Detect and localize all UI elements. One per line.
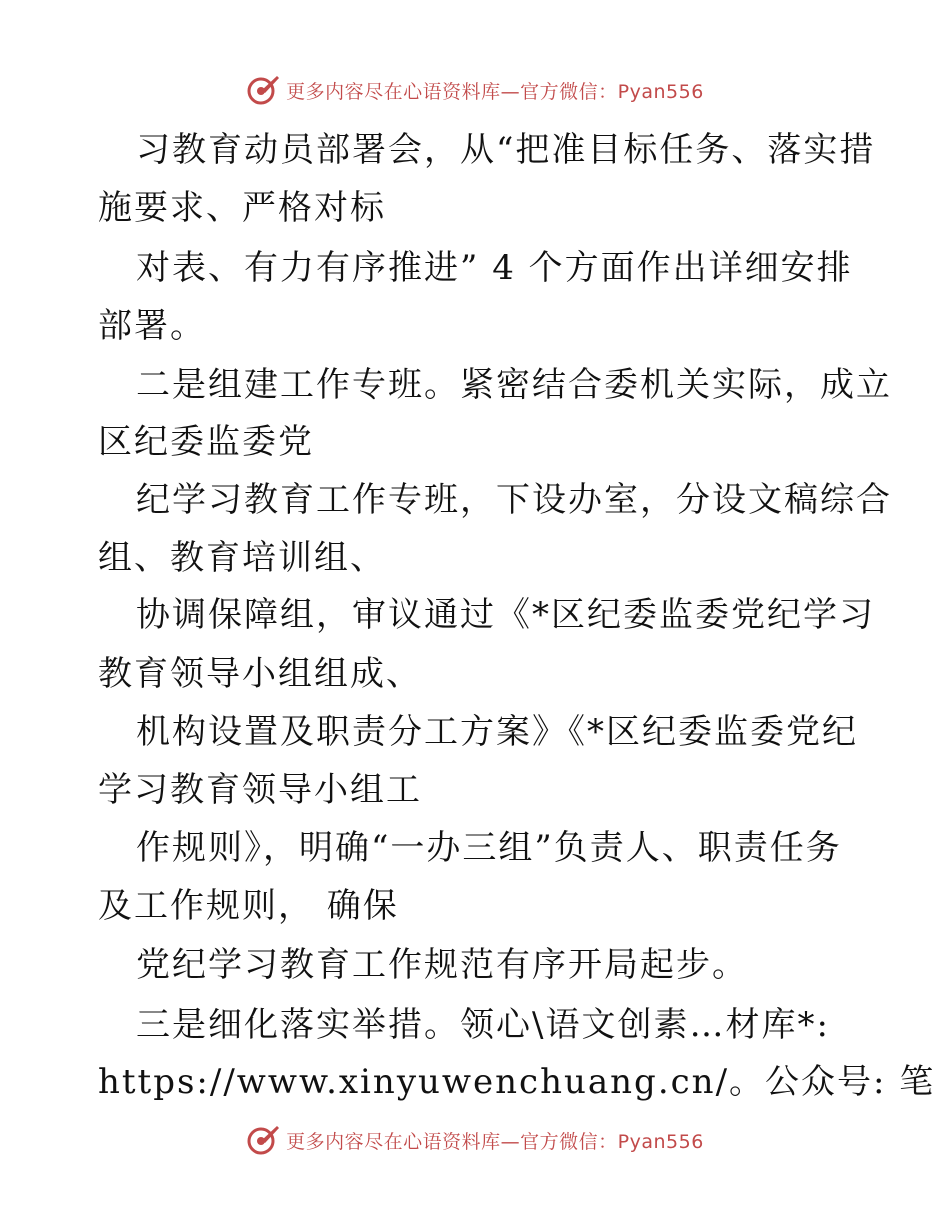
text-line: 机构设置及职责分工方案》《*区纪委监委党纪	[136, 712, 858, 752]
text-line: 党纪学习教育工作规范有序开局起步。	[136, 945, 748, 985]
text-line: 学习教育领导小组工	[98, 770, 422, 810]
text-line: 作规则》，明确“一办三组”负责人、职责任务	[136, 828, 842, 868]
text-line: 组、教育培训组、	[98, 538, 386, 578]
text-line: https://www.xinyuwenchuang.cn/。公众号: 笔	[98, 1062, 936, 1102]
text-line: 教育领导小组组成、	[98, 654, 422, 694]
header-watermark	[0, 70, 950, 110]
footer-watermark	[0, 1120, 950, 1160]
watermark-text: 更多内容尽在心语资料库—官方微信：Pyan556	[286, 80, 704, 103]
text-line: 习教育动员部署会，从“把准目标任务、落实措	[136, 130, 876, 170]
text-line: 协调保障组，审议通过《*区纪委监委党纪学习	[136, 595, 875, 635]
pen-logo-icon	[246, 73, 280, 107]
pen-logo-icon	[246, 1123, 280, 1157]
text-line: 部署。	[98, 306, 206, 346]
text-line: 对表、有力有序推进” 4 个方面作出详细安排	[136, 248, 853, 288]
text-line: 及工作规则， 确保	[98, 886, 399, 926]
text-line: 纪学习教育工作专班，下设办室，分设文稿综合	[136, 480, 892, 520]
watermark-text: 更多内容尽在心语资料库—官方微信：Pyan556	[286, 1130, 704, 1153]
text-line: 三是细化落实举措。领心\语文创素…材库*:	[136, 1005, 830, 1045]
text-line: 二是组建工作专班。紧密结合委机关实际，成立	[136, 365, 892, 405]
text-line: 区纪委监委党	[98, 422, 314, 462]
text-line: 施要求、严格对标	[98, 188, 386, 228]
